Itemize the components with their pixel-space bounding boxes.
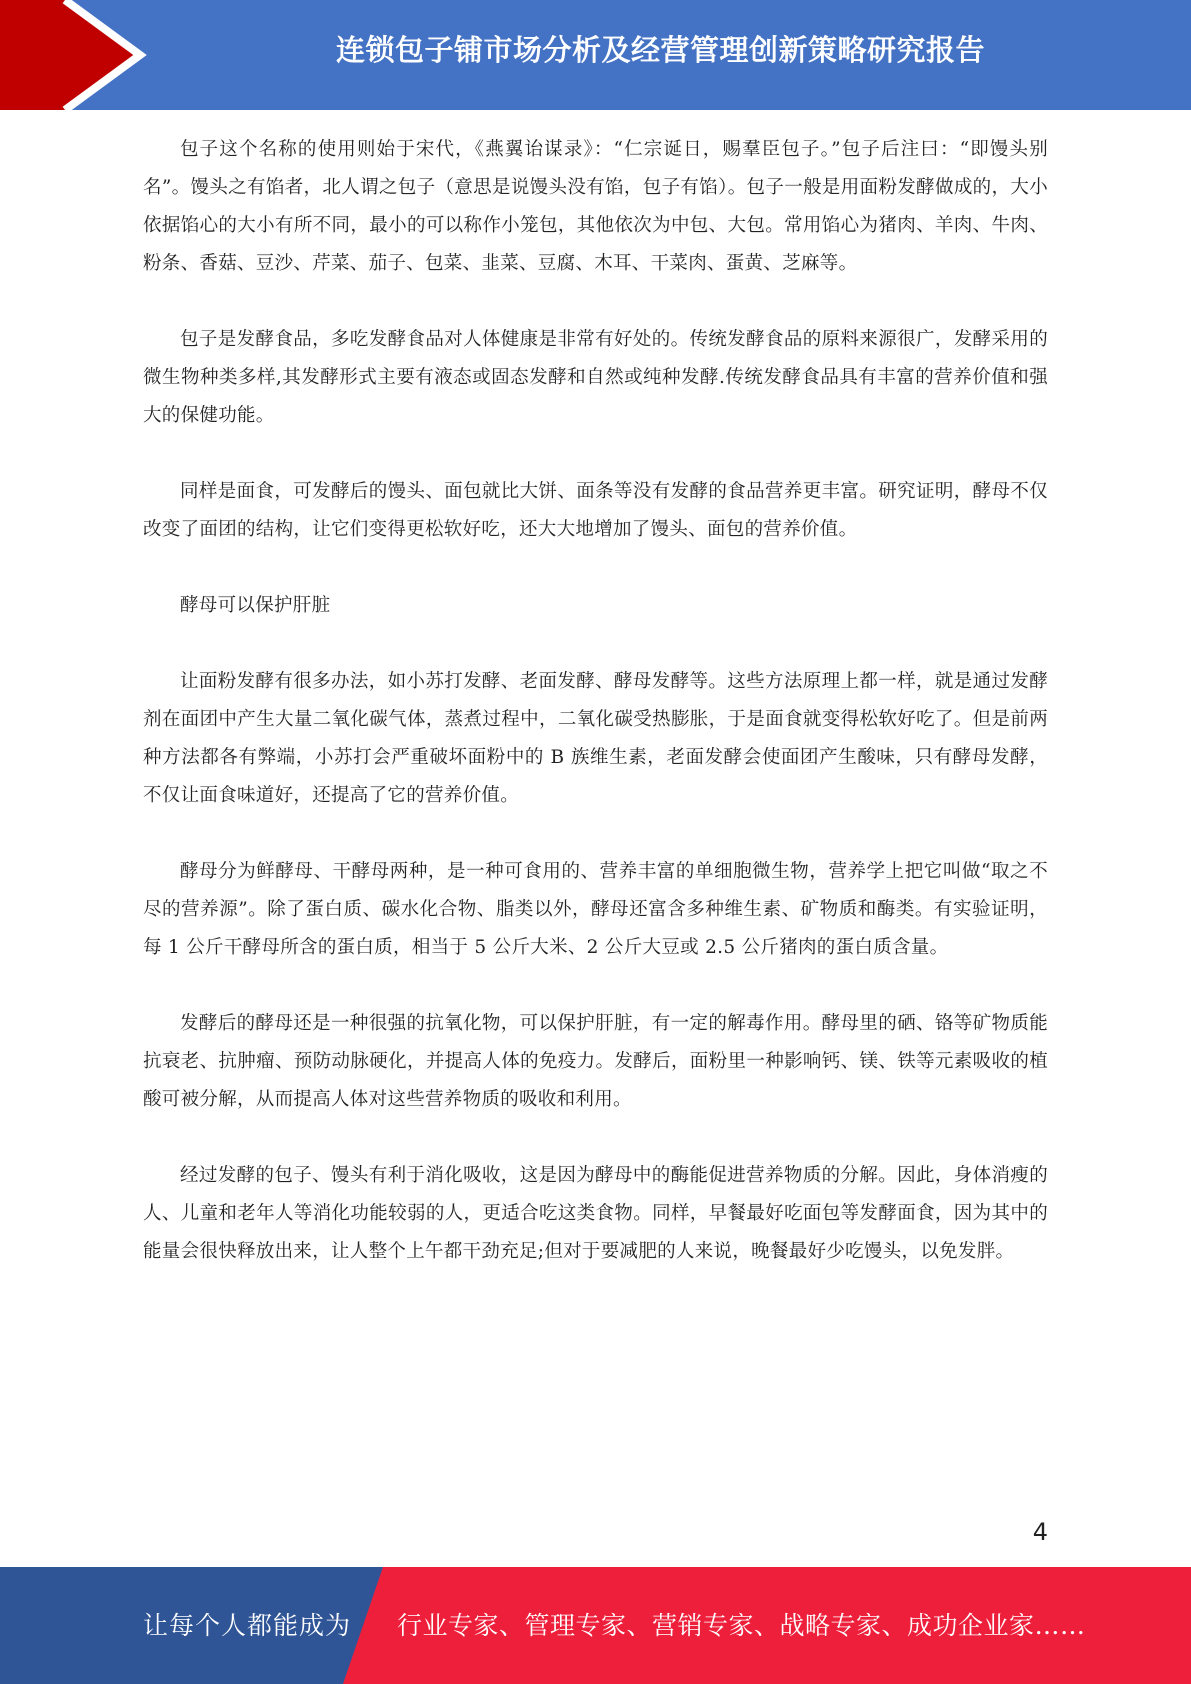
report-title: 连锁包子铺市场分析及经营管理创新策略研究报告: [335, 33, 985, 67]
paragraph-fermented-food: 包子是发酵食品，多吃发酵食品对人体健康是非常有好处的。传统发酵食品的原料来源很广，发酵采用的微生物种类多样,其发酵形式主要有液态或固态发酵和自然或纯种发酵.传统发酵食品具有丰富的营养价值和强大的保健功能。: [143, 329, 1048, 426]
page-footer: [0, 1567, 1191, 1684]
paragraph-nutrition-compare: 同样是面食，可发酵后的馒头、面包就比大饼、面条等没有发酵的食品营养更丰富。研究证明，酵母不仅改变了面团的结构，让它们变得更松软好吃，还大大地增加了馒头、面包的营养价值。: [143, 481, 1048, 540]
footer-slogan-right: 行业专家、管理专家、营销专家、战略专家、成功企业家……: [397, 1611, 1086, 1640]
page-number: 4: [1032, 1518, 1048, 1546]
paragraph-yeast-types: 酵母分为鲜酵母、干酵母两种，是一种可食用的、营养丰富的单细胞微生物，营养学上把它叫做“取之不尽的营养源”。除了蛋白质、碳水化合物、脂类以外，酵母还富含多种维生素、矿物质和酶类。有实验证明，每 1 公斤干酵母所含的蛋白质，相当于 5 公斤大米、2 公斤大豆或 2.5 公斤猪肉的蛋白质含量。: [143, 861, 1048, 958]
header-chevron-decoration: [0, 0, 160, 110]
paragraph-baozi-origin: 包子这个名称的使用则始于宋代，《燕翼诒谋录》：“仁宗诞日，赐羣臣包子。”包子后注曰：“即馒头别名”。馒头之有馅者，北人谓之包子（意思是说馒头没有馅，包子有馅）。包子一般是用面粉发酵做成的，大小依据馅心的大小有所不同，最小的可以称作小笼包，其他依次为中包、大包。常用馅心为猪肉、羊肉、牛肉、粉条、香菇、豆沙、芹菜、茄子、包菜、韭菜、豆腐、木耳、干菜肉、蛋黄、芝麻等。: [143, 139, 1048, 274]
paragraph-antioxidant: 发酵后的酵母还是一种很强的抗氧化物，可以保护肝脏，有一定的解毒作用。酵母里的硒、铬等矿物质能抗衰老、抗肿瘤、预防动脉硬化，并提高人体的免疫力。发酵后，面粉里一种影响钙、镁、铁等元素吸收的植酸可被分解，从而提高人体对这些营养物质的吸收和利用。: [143, 1013, 1048, 1110]
footer-slogan-left: 让每个人都能成为: [143, 1611, 352, 1640]
document-body: [143, 131, 1048, 1309]
paragraph-fermentation-methods: 让面粉发酵有很多办法，如小苏打发酵、老面发酵、酵母发酵等。这些方法原理上都一样，就是通过发酵剂在面团中产生大量二氧化碳气体，蒸煮过程中，二氧化碳受热膨胀，于是面食就变得松软好吃了。但是前两种方法都各有弊端，小苏打会严重破坏面粉中的 B 族维生素，老面发酵会使面团产生酸味，只有酵母发酵，不仅让面食味道好，还提高了它的营养价值。: [143, 671, 1048, 806]
page-header: [0, 0, 1191, 110]
paragraph-digestion: 经过发酵的包子、馒头有利于消化吸收，这是因为酵母中的酶能促进营养物质的分解。因此，身体消瘦的人、儿童和老年人等消化功能较弱的人，更适合吃这类食物。同样，早餐最好吃面包等发酵面食，因为其中的能量会很快释放出来，让人整个上午都干劲充足;但对于要减肥的人来说，晚餐最好少吃馒头，以免发胖。: [143, 1165, 1048, 1262]
section-heading-liver: 酵母可以保护肝脏: [180, 595, 331, 616]
